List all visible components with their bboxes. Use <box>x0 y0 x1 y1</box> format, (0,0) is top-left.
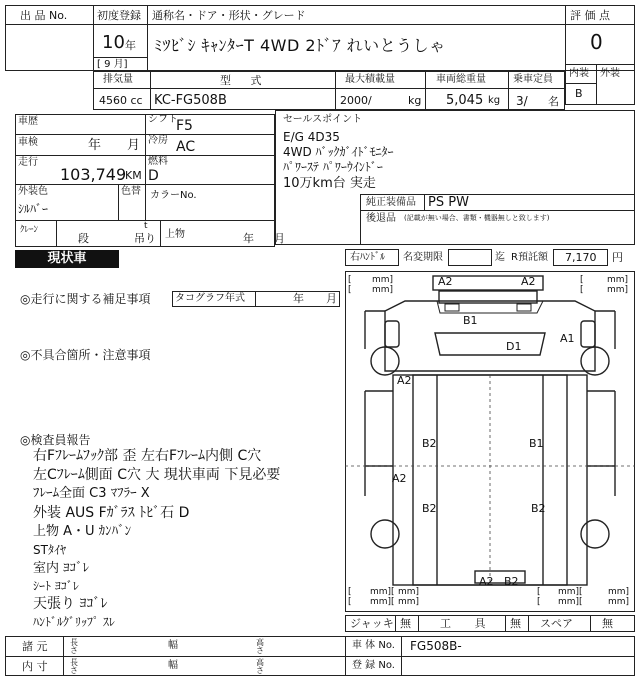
chassis-value: FG508B- <box>410 639 462 653</box>
inspector-line-5: 上物 A・U ｶﾝﾊﾞﾝ <box>33 524 132 539</box>
truck-diagram <box>345 271 635 612</box>
name-change-unit: 迄 <box>495 252 505 263</box>
color-no-label: カラーNo. <box>150 190 197 201</box>
sales-line-3: ﾊﾟﾜｰｽﾃ ﾊﾟﾜｰｳｲﾝﾄﾞｰ <box>283 160 383 174</box>
name-change-box <box>448 249 492 266</box>
mark-rear-bumper: A2 <box>479 575 494 588</box>
mileage-label: 走行 <box>18 157 38 168</box>
width-label-2: 幅 <box>168 660 178 671</box>
recycle-value: 7,170 <box>565 251 597 264</box>
jack-label: ジャッキ <box>350 617 394 630</box>
inspector-line-1: 右Fﾌﾚｰﾑﾌｯｸ部 歪 左右Fﾌﾚｰﾑ内側 C穴 <box>33 448 262 464</box>
bracket-br2-mm: mm][ <box>558 597 583 607</box>
inspector-line-7: 室内 ﾖｺﾞﾚ <box>33 561 90 576</box>
displacement-label: 排気量 <box>103 74 133 85</box>
upper-year: 年 <box>243 232 254 245</box>
aftermarket-note: (記載が無い場合、書類・機器無しと致します) <box>404 214 550 222</box>
exterior-label: 外装 <box>600 68 620 79</box>
divider <box>56 220 57 247</box>
reg-no-label: 登 録 No. <box>352 660 395 671</box>
divider <box>93 57 147 58</box>
divider <box>147 5 148 71</box>
tools-value: 無 <box>510 617 521 630</box>
chassis-label: 車 体 No. <box>352 640 395 651</box>
spec-label: 諸 元 <box>22 640 48 653</box>
size-label: 内 寸 <box>22 660 48 673</box>
upper-label: 上物 <box>165 229 185 240</box>
color-value: ｼﾙﾊﾞｰ <box>18 202 49 216</box>
length-label: 長さ <box>70 638 78 655</box>
bracket-bl2-mm: mm][ <box>370 597 395 607</box>
crane-lift: 吊り <box>134 232 156 245</box>
score-value: 0 <box>590 30 603 54</box>
sales-points-label: セールスポイント <box>283 114 363 125</box>
inspector-line-9: 天張り ﾖｺﾞﾚ <box>33 596 108 612</box>
bracket-bl2-open: [ <box>348 597 352 607</box>
tacho-label: タコグラフ年式 <box>175 293 245 304</box>
bracket-tl2-mm: mm] <box>372 285 394 295</box>
height-label: 高さ <box>256 638 264 655</box>
interior-value: B <box>575 87 583 100</box>
bracket-bl2-mm2: mm] <box>398 597 420 607</box>
grade-label: 評 価 点 <box>570 9 610 22</box>
shift-value: F5 <box>176 118 193 134</box>
steering-value: 右ﾊﾝﾄﾞﾙ <box>350 252 385 263</box>
interior-label: 内装 <box>569 68 589 79</box>
model-label: 型 式 <box>220 74 270 87</box>
crane-t: t <box>144 221 148 231</box>
crane-label: ｸﾚｰﾝ <box>20 225 39 235</box>
mark-windshield: D1 <box>506 340 522 353</box>
recycle-label: R預託額 <box>511 252 548 263</box>
mark-left-door: A2 <box>397 374 412 387</box>
divider <box>508 71 509 110</box>
jack-value: 無 <box>400 617 411 630</box>
inspection-year: 年 <box>88 138 102 153</box>
recycle-unit: 円 <box>612 251 623 264</box>
divider <box>418 615 419 632</box>
length-label-2: 長さ <box>70 658 78 675</box>
mark-hood: B1 <box>463 314 478 327</box>
divider <box>5 656 635 657</box>
name-change-label: 名変期限 <box>403 252 443 263</box>
bracket-br-mm: mm][ <box>558 587 583 597</box>
oem-label: 純正装備品 <box>366 197 416 208</box>
mark-rear-right: B2 <box>504 575 519 588</box>
divider <box>360 194 635 195</box>
bracket-tr-mm: mm] <box>607 275 629 285</box>
lot-no-label: 出 品 No. <box>20 9 68 22</box>
color-change-label: 色替 <box>121 186 141 197</box>
divider <box>590 615 591 632</box>
model-value: KC-FG508B <box>154 93 227 108</box>
reg-year-unit: 年 <box>125 39 136 52</box>
gross-weight-unit: kg <box>488 95 501 106</box>
height-label-2: 高さ <box>256 658 264 675</box>
aftermarket-label: 後退品 <box>366 213 396 224</box>
divider <box>401 636 402 676</box>
bracket-bl-open: [ <box>348 587 352 597</box>
max-load-unit: kg <box>408 94 422 107</box>
divider <box>63 636 64 676</box>
history-label: 車歴 <box>18 116 38 127</box>
capacity-value: 3/ <box>516 94 528 108</box>
divider <box>505 615 506 632</box>
inspector-line-2: 左Cﾌﾚｰﾑ側面 C穴 大 現状車両 下見必要 <box>33 467 281 483</box>
bracket-tl2-open: [ <box>348 285 352 295</box>
divider <box>5 24 635 25</box>
spare-value: 無 <box>602 617 613 630</box>
divider <box>345 636 346 676</box>
mark-front-right: A2 <box>521 275 536 288</box>
sales-line-2: 4WD ﾊﾞｯｸｶﾞｲﾄﾞﾓﾆﾀｰ <box>283 145 394 159</box>
bracket-tr2-mm: mm] <box>607 285 629 295</box>
reg-year: 10 <box>102 32 125 53</box>
divider <box>360 210 635 211</box>
fuel-label: 燃料 <box>148 156 168 167</box>
tools-label: 工 具 <box>440 617 496 630</box>
bracket-br-open: [ <box>537 587 541 597</box>
tacho-month: 月 <box>326 292 337 305</box>
divider <box>424 194 425 210</box>
name-label: 通称名・ドア・形状・グレード <box>152 9 306 22</box>
inspector-label: ◎検査員報告 <box>20 433 91 447</box>
bracket-bl-mm2: mm] <box>398 587 420 597</box>
divider <box>145 114 146 184</box>
oem-value: PS PW <box>428 195 469 210</box>
bracket-bl-mm: mm][ <box>370 587 395 597</box>
divider <box>150 71 151 110</box>
defects-label: ◎不具合箇所・注意事項 <box>20 348 151 362</box>
gross-weight-value: 5,045 <box>446 93 484 108</box>
mark-right-mirror: A1 <box>560 332 575 345</box>
mark-left-panel: B2 <box>422 437 437 450</box>
capacity-unit: 名 <box>548 95 559 108</box>
crane-stage: 段 <box>78 232 89 245</box>
bracket-tr-open: [ <box>580 275 584 285</box>
bracket-br2-mm2: mm] <box>608 597 630 607</box>
mark-left-rear: B2 <box>422 502 437 515</box>
bracket-tr2-open: [ <box>580 285 584 295</box>
cooler-value: AC <box>176 139 196 155</box>
divider <box>160 220 161 247</box>
inspector-line-6: STﾀｲﾔ <box>33 543 66 557</box>
driving-notes-label: ◎走行に関する補足事項 <box>20 292 151 306</box>
width-label: 幅 <box>168 640 178 651</box>
divider <box>93 5 94 71</box>
capacity-label: 乗車定員 <box>513 74 553 85</box>
gross-weight-label: 車両総重量 <box>436 74 486 85</box>
inspector-line-8: ｼｰﾄ ﾖｺﾞﾚ <box>33 579 79 593</box>
divider <box>335 71 336 110</box>
divider <box>528 615 529 632</box>
bracket-br2-open: [ <box>537 597 541 607</box>
shift-label: シフト <box>148 114 178 125</box>
inspection-label: 車検 <box>18 137 38 148</box>
cooler-label: 冷房 <box>148 135 168 146</box>
first-reg-label: 初度登録 <box>97 9 141 22</box>
mileage-value: 103,749 <box>60 165 127 184</box>
fuel-value: D <box>148 168 159 184</box>
divider <box>255 291 256 307</box>
divider <box>145 184 146 220</box>
divider <box>360 194 361 245</box>
max-load-label: 最大積載量 <box>345 74 395 85</box>
color-label: 外装色 <box>18 186 48 197</box>
bracket-tl-open: [ <box>348 275 352 285</box>
bracket-br-mm2: mm] <box>608 587 630 597</box>
spare-label: スペア <box>540 617 573 630</box>
inspector-line-4: 外装 AUS Fｶﾞﾗｽ ﾄﾋﾞ石 D <box>33 505 190 521</box>
bracket-tl-mm: mm] <box>372 275 394 285</box>
grade-subbox <box>565 64 635 105</box>
inspection-month: 月 <box>127 138 141 153</box>
max-load-value: 2000/ <box>340 94 372 107</box>
mark-front-left: A2 <box>438 275 453 288</box>
sales-line-4: 10万km台 実走 <box>283 176 376 191</box>
tacho-year: 年 <box>293 292 304 305</box>
upper-month: 月 <box>274 232 285 245</box>
inspector-line-10: ﾊﾝﾄﾞﾙｸﾞﾘｯﾌﾟ ｽﾚ <box>33 615 115 629</box>
vehicle-name: ﾐﾂﾋﾞｼ ｷｬﾝﾀｰT 4WD 2ﾄﾞｱ れいとうしゃ <box>154 36 446 55</box>
mark-left-side: A2 <box>392 472 407 485</box>
inspector-line-3: ﾌﾚｰﾑ全面 C3 ﾏﾌﾗｰ X <box>33 486 150 501</box>
divider <box>118 184 119 220</box>
mark-right-panel: B1 <box>529 437 544 450</box>
sales-line-1: E/G 4D35 <box>283 130 340 144</box>
divider <box>425 71 426 110</box>
reg-month: [ 9 月] <box>97 59 128 70</box>
divider <box>395 615 396 632</box>
status-banner: 現状車 <box>15 250 119 268</box>
displacement-value: 4560 cc <box>99 94 143 107</box>
mark-right-rear: B2 <box>531 502 546 515</box>
mileage-unit: KM <box>125 169 142 182</box>
divider <box>93 88 565 89</box>
